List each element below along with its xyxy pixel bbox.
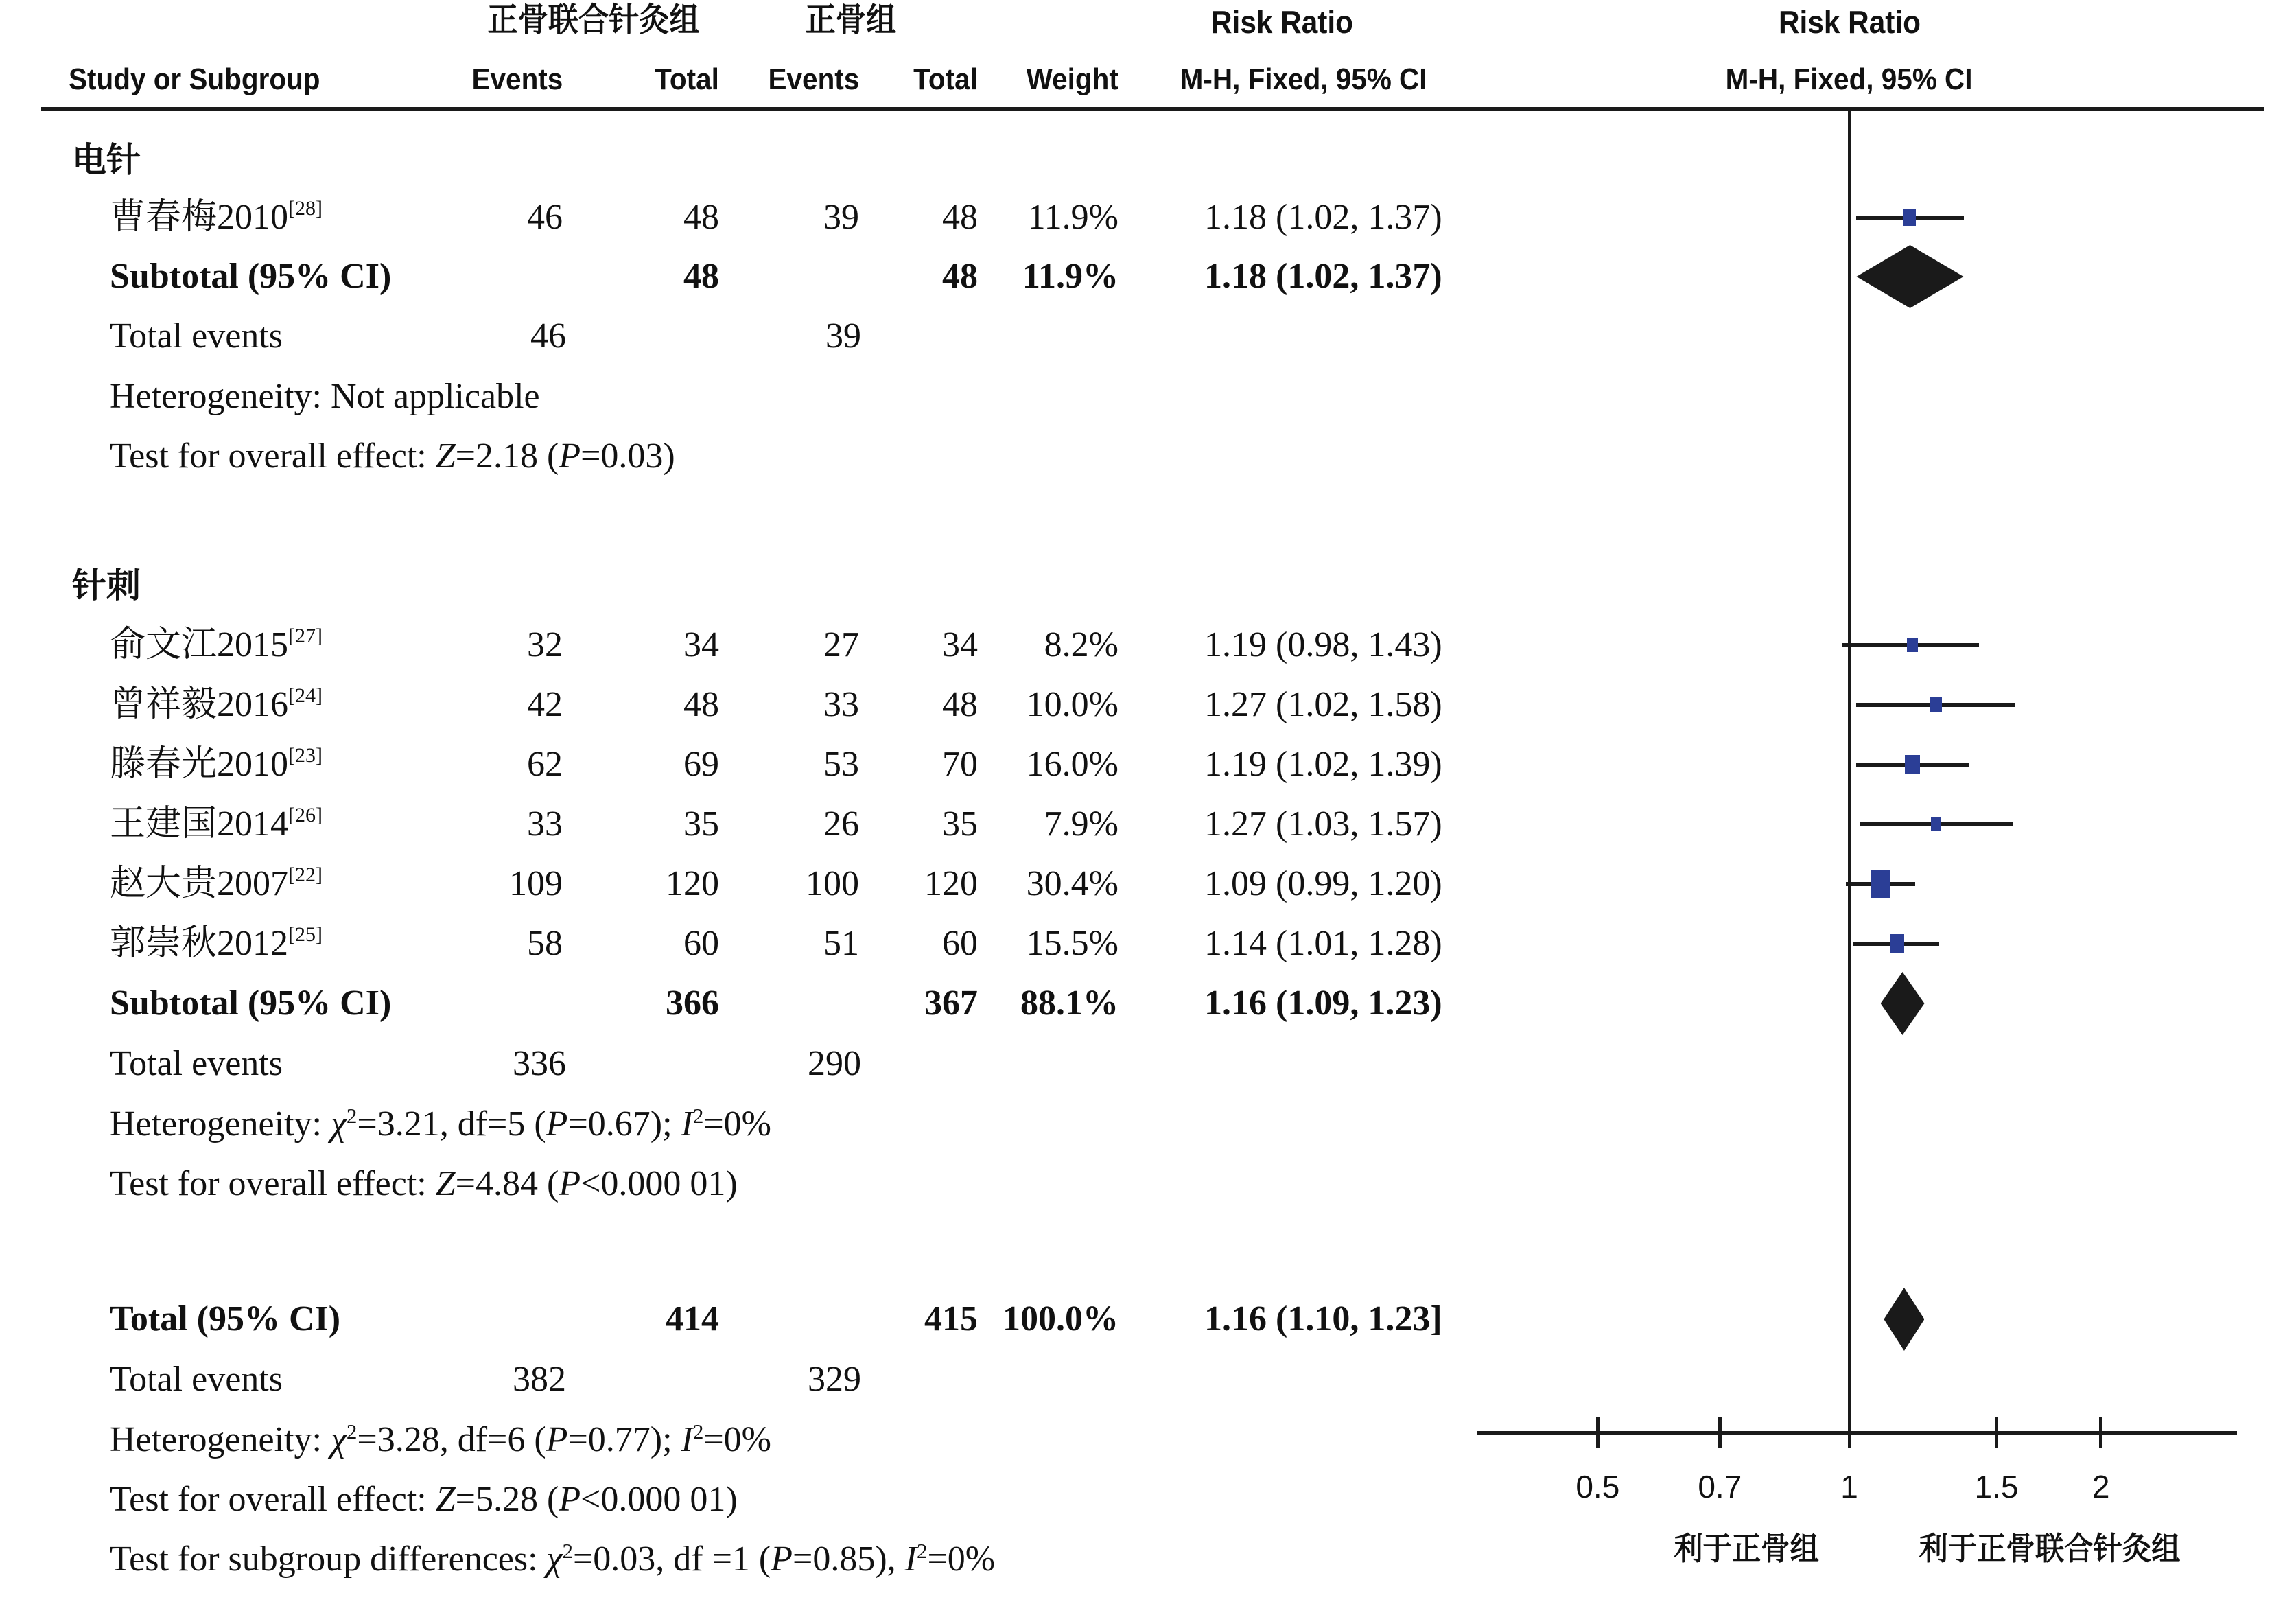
study-label: 滕春光2010[23] [110,744,323,784]
stat-segment: χ [546,1540,563,1579]
events2-cell: 100 [806,864,859,903]
axis-tick [1718,1417,1722,1448]
axis-tick [1995,1417,1998,1448]
table-row [0,366,2296,428]
study-ref: [25] [288,923,323,946]
events1-cell: 382 [513,1360,566,1399]
stat-segment: I [681,1104,693,1144]
ci-text-cell: 1.16 (1.10, 1.23] [1204,1299,1442,1338]
ci-text-cell: 1.27 (1.03, 1.57) [1204,804,1442,844]
events1-cell: 32 [527,625,563,664]
stat-segment: Heterogeneity: Not applicable [110,377,540,416]
stat-segment: χ [330,1104,347,1144]
events2-cell: 53 [823,745,859,784]
weight-cell: 11.9% [1022,257,1118,296]
statistics-line [110,1529,995,1590]
study-ref: [23] [288,744,323,767]
stat-segment: =3.21, df=5 ( [357,1104,546,1144]
x-axis-line [1477,1431,2237,1435]
ci-text-cell: 1.16 (1.09, 1.23) [1204,984,1442,1023]
stat-segment: χ [330,1420,347,1459]
point-estimate-square [1905,755,1919,774]
stat-segment: Test for subgroup differences: [110,1540,547,1579]
events1-cell: 46 [530,316,566,356]
axis-tick [1848,1417,1851,1448]
stat-segment: 2 [916,1539,928,1563]
weight-cell: 8.2% [1044,625,1118,664]
events1-cell: 58 [527,924,563,963]
total2-cell: 70 [942,745,978,784]
stat-segment: <0.000 01) [581,1480,738,1519]
no-effect-line [1848,111,1851,1431]
statistics-line [110,1469,738,1531]
events2-cell: 26 [823,804,859,844]
stat-segment: 2 [346,1419,358,1443]
events2-cell: 290 [808,1044,861,1083]
point-estimate-square [1907,638,1917,652]
stat-segment: Test for overall effect: [110,1164,436,1203]
total1-cell: 414 [666,1299,719,1338]
study-label: 俞文江2015[27] [110,625,323,664]
point-estimate-square [1903,209,1915,226]
study-ref: [26] [288,804,323,826]
total-events-label: Total events [110,1360,283,1399]
axis-tick [2099,1417,2102,1448]
study-ref: [28] [288,197,323,220]
study-ref: [24] [288,684,323,707]
total2-cell: 415 [924,1299,978,1338]
stat-segment: =3.28, df=6 ( [357,1420,546,1459]
events1-cell: 42 [527,685,563,724]
axis-tick-label: 0.5 [1575,1469,1620,1505]
subtotal-label: Subtotal (95% CI) [110,984,392,1023]
point-estimate-square [1890,934,1904,953]
subgroup-label: 针刺 [72,566,141,605]
stat-segment: P [559,1480,581,1519]
total-events-label: Total events [110,1044,283,1083]
total-label: Total (95% CI) [110,1299,341,1338]
risk-ratio-plot-header: Risk Ratio [1778,4,1921,40]
events1-header: Events [471,62,563,96]
stat-segment: Test for overall effect: [110,1480,436,1519]
stat-segment: P [559,437,581,476]
statistics-line [110,1093,771,1155]
mh-fixed-ci-plot-header: M-H, Fixed, 95% CI [1726,62,1973,96]
subgroup-label: 电针 [72,141,141,179]
study-label: 曹春梅2010[28] [110,197,323,237]
total1-cell: 34 [683,625,719,664]
weight-cell: 7.9% [1044,804,1118,844]
table-row [0,426,2296,487]
total1-cell: 48 [683,257,719,296]
stat-segment: P [559,1164,581,1203]
weight-cell: 11.9% [1027,198,1118,237]
total2-cell: 367 [924,984,978,1023]
table-row [0,913,2296,975]
events1-cell: 33 [527,804,563,844]
events1-cell: 62 [527,745,563,784]
total2-cell: 48 [942,198,978,237]
table-row [0,1093,2296,1155]
table-row [0,1153,2296,1215]
stat-segment: =0% [703,1420,772,1459]
weight-header: Weight [1026,62,1118,96]
stat-segment: P [546,1104,568,1144]
point-estimate-square [1871,870,1890,897]
stat-segment: 2 [346,1104,358,1128]
stat-segment: I [904,1540,917,1579]
favors-control-label: 利于正骨组 [1674,1531,1819,1566]
ci-text-cell: 1.27 (1.02, 1.58) [1204,685,1442,724]
stat-segment: =0% [703,1104,772,1144]
study-label: 王建国2014[26] [110,804,323,844]
study-ref: [22] [288,863,323,886]
events2-header: Events [768,62,859,96]
stat-segment: Test for overall effect: [110,437,436,476]
events2-cell: 39 [825,316,861,356]
stat-segment: =2.18 ( [455,437,559,476]
events2-cell: 329 [808,1360,861,1399]
events1-cell: 46 [527,198,563,237]
table-row [0,555,2296,616]
events2-cell: 39 [823,198,859,237]
statistics-line [110,1153,738,1215]
total2-cell: 60 [942,924,978,963]
table-row [0,305,2296,367]
stat-segment: 2 [562,1539,573,1563]
events2-cell: 33 [823,685,859,724]
statistics-line [110,1409,771,1471]
stat-segment: P [771,1540,793,1579]
risk-ratio-column-header: Risk Ratio [1210,4,1353,40]
ci-text-cell: 1.18 (1.02, 1.37) [1204,257,1442,296]
events1-cell: 109 [509,864,563,903]
total2-cell: 35 [942,804,978,844]
weight-cell: 10.0% [1026,685,1118,724]
control-group-header: 正骨组 [805,2,897,38]
statistics-line [110,366,540,428]
events1-cell: 336 [513,1044,566,1083]
stat-segment: Z [435,437,456,476]
ci-text-cell: 1.09 (0.99, 1.20) [1204,864,1442,903]
weight-cell: 16.0% [1026,745,1118,784]
total2-cell: 120 [924,864,978,903]
stat-segment: =0% [927,1540,996,1579]
subtotal-label: Subtotal (95% CI) [110,257,392,296]
ci-text-cell: 1.14 (1.01, 1.28) [1204,924,1442,963]
stat-segment: =0.67); [567,1104,681,1144]
ci-text-cell: 1.19 (0.98, 1.43) [1204,625,1442,664]
treatment-group-header: 正骨联合针灸组 [487,2,700,38]
axis-tick-label: 2 [2092,1469,2110,1505]
total2-cell: 48 [942,685,978,724]
table-row [0,1033,2296,1095]
axis-tick-label: 0.7 [1698,1469,1742,1505]
study-label: 曾祥毅2016[24] [110,684,323,724]
ci-text-cell: 1.19 (1.02, 1.39) [1204,745,1442,784]
total-events-label: Total events [110,316,283,356]
stat-segment: =0.03) [581,437,675,476]
table-row [0,1349,2296,1411]
ci-text-cell: 1.18 (1.02, 1.37) [1204,198,1442,237]
table-row [0,129,2296,191]
statistics-line [110,426,675,487]
total1-cell: 48 [683,685,719,724]
stat-segment: =5.28 ( [455,1480,559,1519]
total2-header: Total [913,62,978,96]
stat-segment: Z [435,1164,456,1203]
total1-cell: 120 [666,864,719,903]
total1-cell: 60 [683,924,719,963]
stat-segment: 2 [692,1104,704,1128]
total1-cell: 35 [683,804,719,844]
total1-header: Total [655,62,719,96]
total1-cell: 366 [666,984,719,1023]
stat-segment: =4.84 ( [455,1164,559,1203]
study-or-subgroup-header: Study or Subgroup [69,62,320,96]
table-row [0,1288,2296,1350]
events2-cell: 51 [823,924,859,963]
stat-segment: I [681,1420,693,1459]
axis-tick [1596,1417,1600,1448]
table-row [0,973,2296,1034]
stat-segment: P [546,1420,568,1459]
total2-cell: 48 [942,257,978,296]
mh-fixed-ci-column-header: M-H, Fixed, 95% CI [1180,62,1427,96]
weight-cell: 15.5% [1026,924,1118,963]
total2-cell: 34 [942,625,978,664]
stat-segment: Heterogeneity: [110,1104,331,1144]
stat-segment: =0.03, df =1 ( [572,1540,771,1579]
stat-segment: 2 [692,1419,704,1443]
study-label: 赵大贵2007[22] [110,863,323,903]
axis-tick-label: 1.5 [1974,1469,2019,1505]
header-rule [41,107,2264,111]
weight-cell: 30.4% [1026,864,1118,903]
stat-segment: Z [435,1480,456,1519]
favors-treatment-label: 利于正骨联合针灸组 [1919,1531,2181,1566]
weight-cell: 88.1% [1020,984,1118,1023]
events2-cell: 27 [823,625,859,664]
stat-segment: =0.85), [793,1540,905,1579]
point-estimate-square [1931,817,1941,831]
axis-tick-label: 1 [1840,1469,1858,1505]
total1-cell: 48 [683,198,719,237]
table-row [0,853,2296,915]
study-ref: [27] [288,625,323,647]
table-row [0,1409,2296,1471]
weight-cell: 100.0% [1003,1299,1118,1338]
point-estimate-square [1930,697,1942,712]
stat-segment: Heterogeneity: [110,1420,331,1459]
stat-segment: <0.000 01) [581,1164,738,1203]
total1-cell: 69 [683,745,719,784]
stat-segment: =0.77); [567,1420,681,1459]
study-label: 郭崇秋2012[25] [110,923,323,963]
